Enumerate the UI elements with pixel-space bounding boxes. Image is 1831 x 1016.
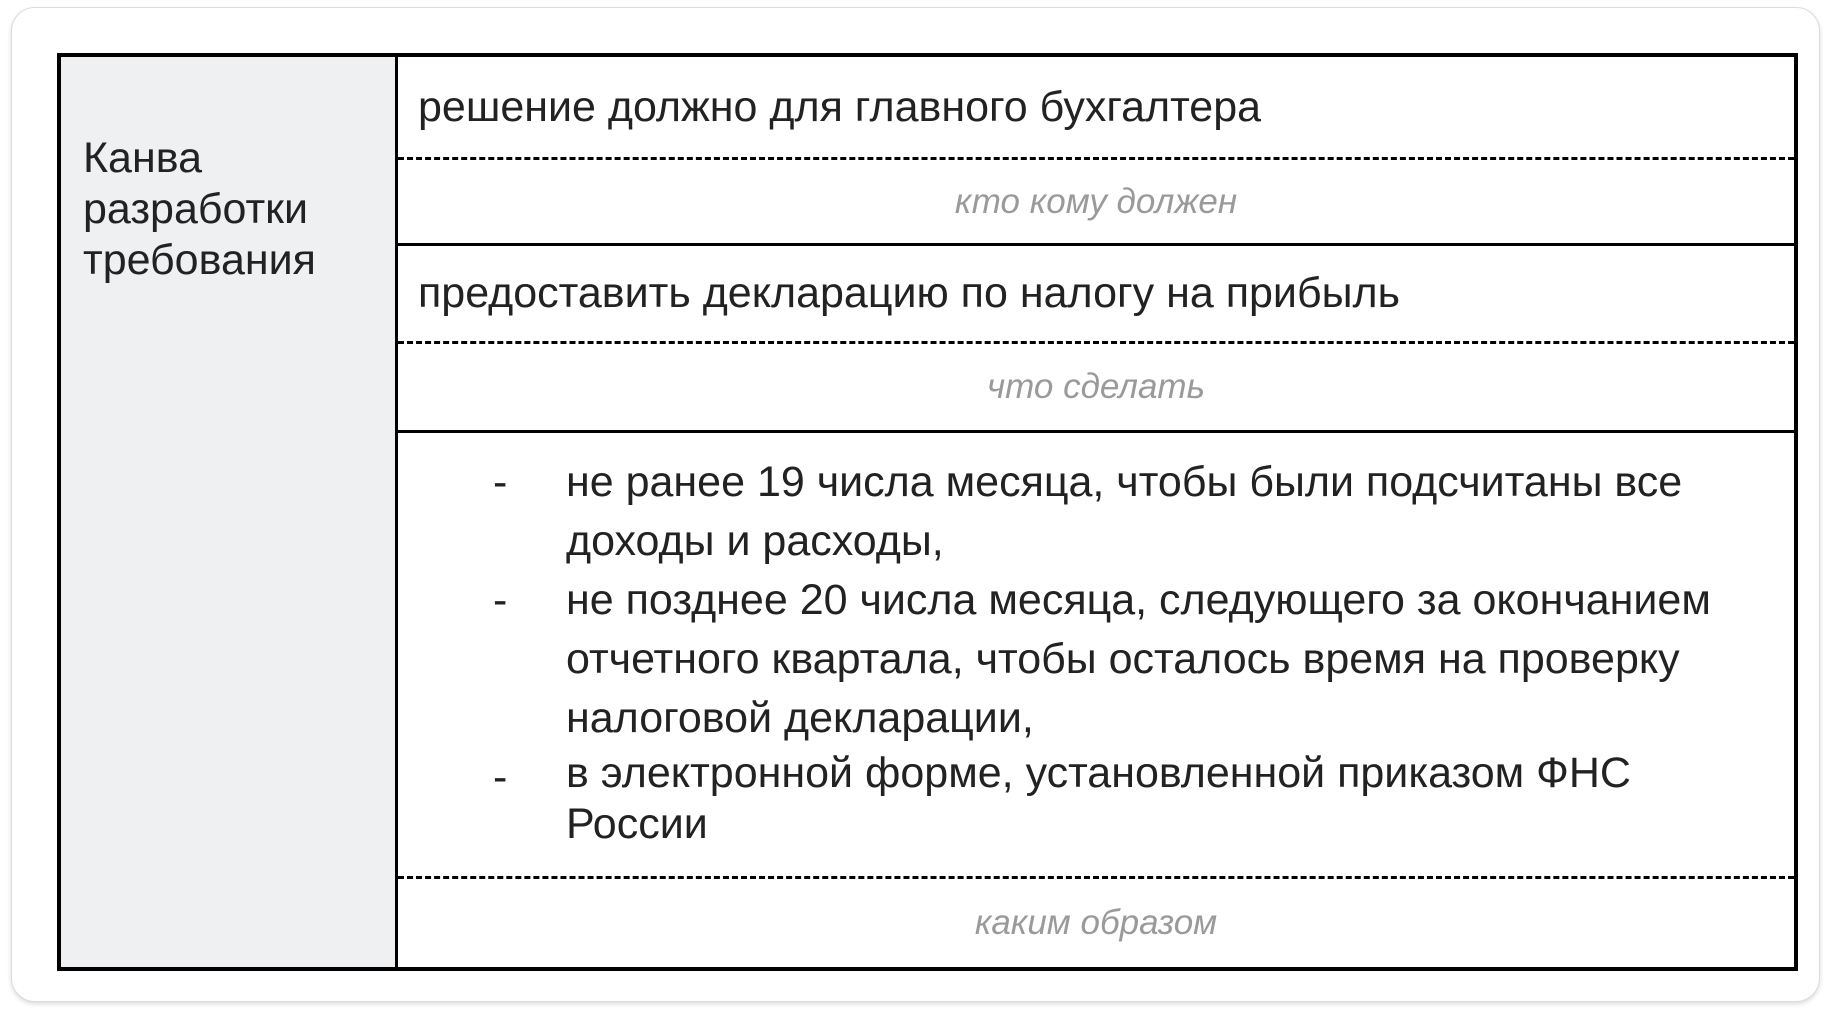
list-item-text: не позднее 20 числа месяца, следующего за окончанием отчетного квартала, чтобы осталось время на проверку налоговой декларации, (566, 576, 1711, 742)
canvas-card (11, 7, 1820, 1002)
section-what-hint: что сделать (987, 367, 1205, 406)
section-what-content: предоставить декларацию по налогу на прибыль (398, 246, 1794, 344)
section-who-content: решение должно для главного бухгалтера (398, 57, 1794, 160)
canvas-title-line: разработки (83, 185, 309, 233)
section-what (398, 243, 1794, 430)
section-who (398, 57, 1794, 243)
list-item-text: в электронной форме, установленной приказом ФНС России (566, 749, 1631, 848)
list-item-text: не ранее 19 числа месяца, чтобы были подсчитаны все доходы и расходы, (566, 458, 1683, 565)
bullet-dash: - (493, 458, 508, 506)
canvas-title-column (61, 57, 398, 967)
section-who-hint: кто кому должен (954, 181, 1238, 221)
list-item (418, 748, 1794, 850)
bullet-dash: - (493, 753, 508, 801)
section-how-hint: каким образом (974, 903, 1218, 942)
canvas-sections (398, 57, 1794, 967)
list-item (418, 453, 1794, 571)
section-how-content (398, 433, 1794, 879)
conditions-list (418, 453, 1794, 850)
list-item (418, 571, 1794, 748)
canvas-title (83, 133, 383, 286)
canvas-title-line: требования (83, 236, 316, 284)
requirement-canvas-table (57, 53, 1798, 971)
section-how (398, 430, 1794, 967)
canvas-title-line: Канва (83, 134, 202, 182)
bullet-dash: - (493, 576, 508, 624)
